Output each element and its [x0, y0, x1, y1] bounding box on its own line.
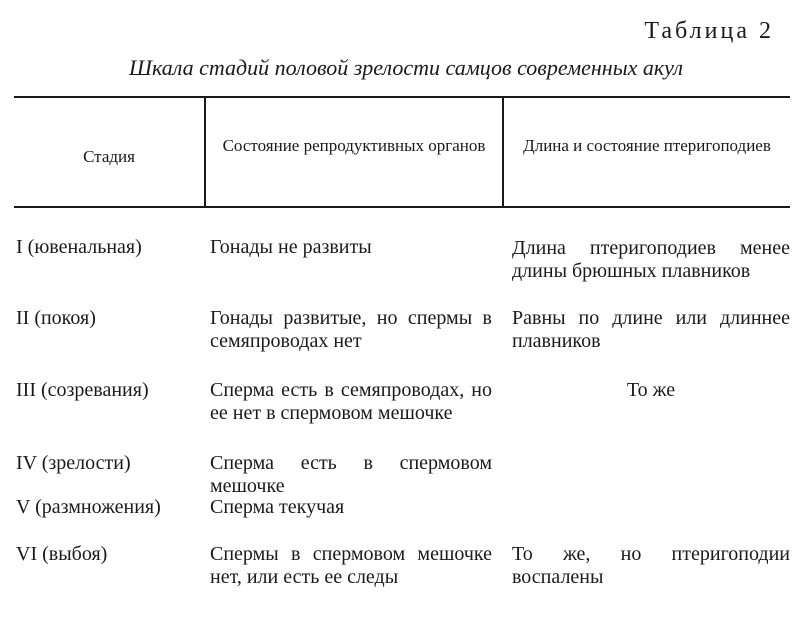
row-1-organs: Гонады не развиты [210, 236, 372, 258]
row-3-organs: Сперма есть в семяпроводах, но ее нет в спермовом мешочке [210, 379, 492, 424]
row-3-pterygopodia: То же [626, 379, 676, 401]
header-stage: Стадия [83, 147, 135, 166]
row-5-stage: V (размножения) [16, 496, 161, 518]
table-number: Таблица 2 [644, 18, 774, 44]
table-top-rule [14, 96, 790, 98]
row-6-organs: Спермы в спермовом мешочке нет, или есть ее следы [210, 543, 492, 588]
table-title: Шкала стадий половой зрелости самцов современных акул [129, 55, 683, 80]
row-4-stage: IV (зрелости) [16, 452, 131, 474]
row-3-stage: III (созревания) [16, 379, 149, 401]
row-6-stage: VI (выбоя) [16, 543, 108, 565]
header-organs: Состояние репродуктивных органов [222, 136, 486, 155]
row-2-organs: Гонады развитые, но спермы в семяпроводах нет [210, 307, 492, 352]
row-1-pterygopodia: Длина птеригоподиев менее длины брюшных плавников [512, 237, 790, 282]
row-2-stage: II (покоя) [16, 307, 96, 329]
row-4-organs: Сперма есть в спермовом мешочке [210, 452, 492, 497]
header-pterygopodia: Длина и состояние птеригоподиев [523, 136, 771, 155]
table-header-rule [14, 206, 790, 208]
row-2-pterygopodia: Равны по длине или длиннее плавников [512, 307, 790, 352]
row-6-pterygopodia: То же, но птеригоподии воспалены [512, 543, 790, 588]
row-1-stage: I (ювенальная) [16, 236, 142, 258]
row-5-organs: Сперма текучая [210, 496, 345, 518]
